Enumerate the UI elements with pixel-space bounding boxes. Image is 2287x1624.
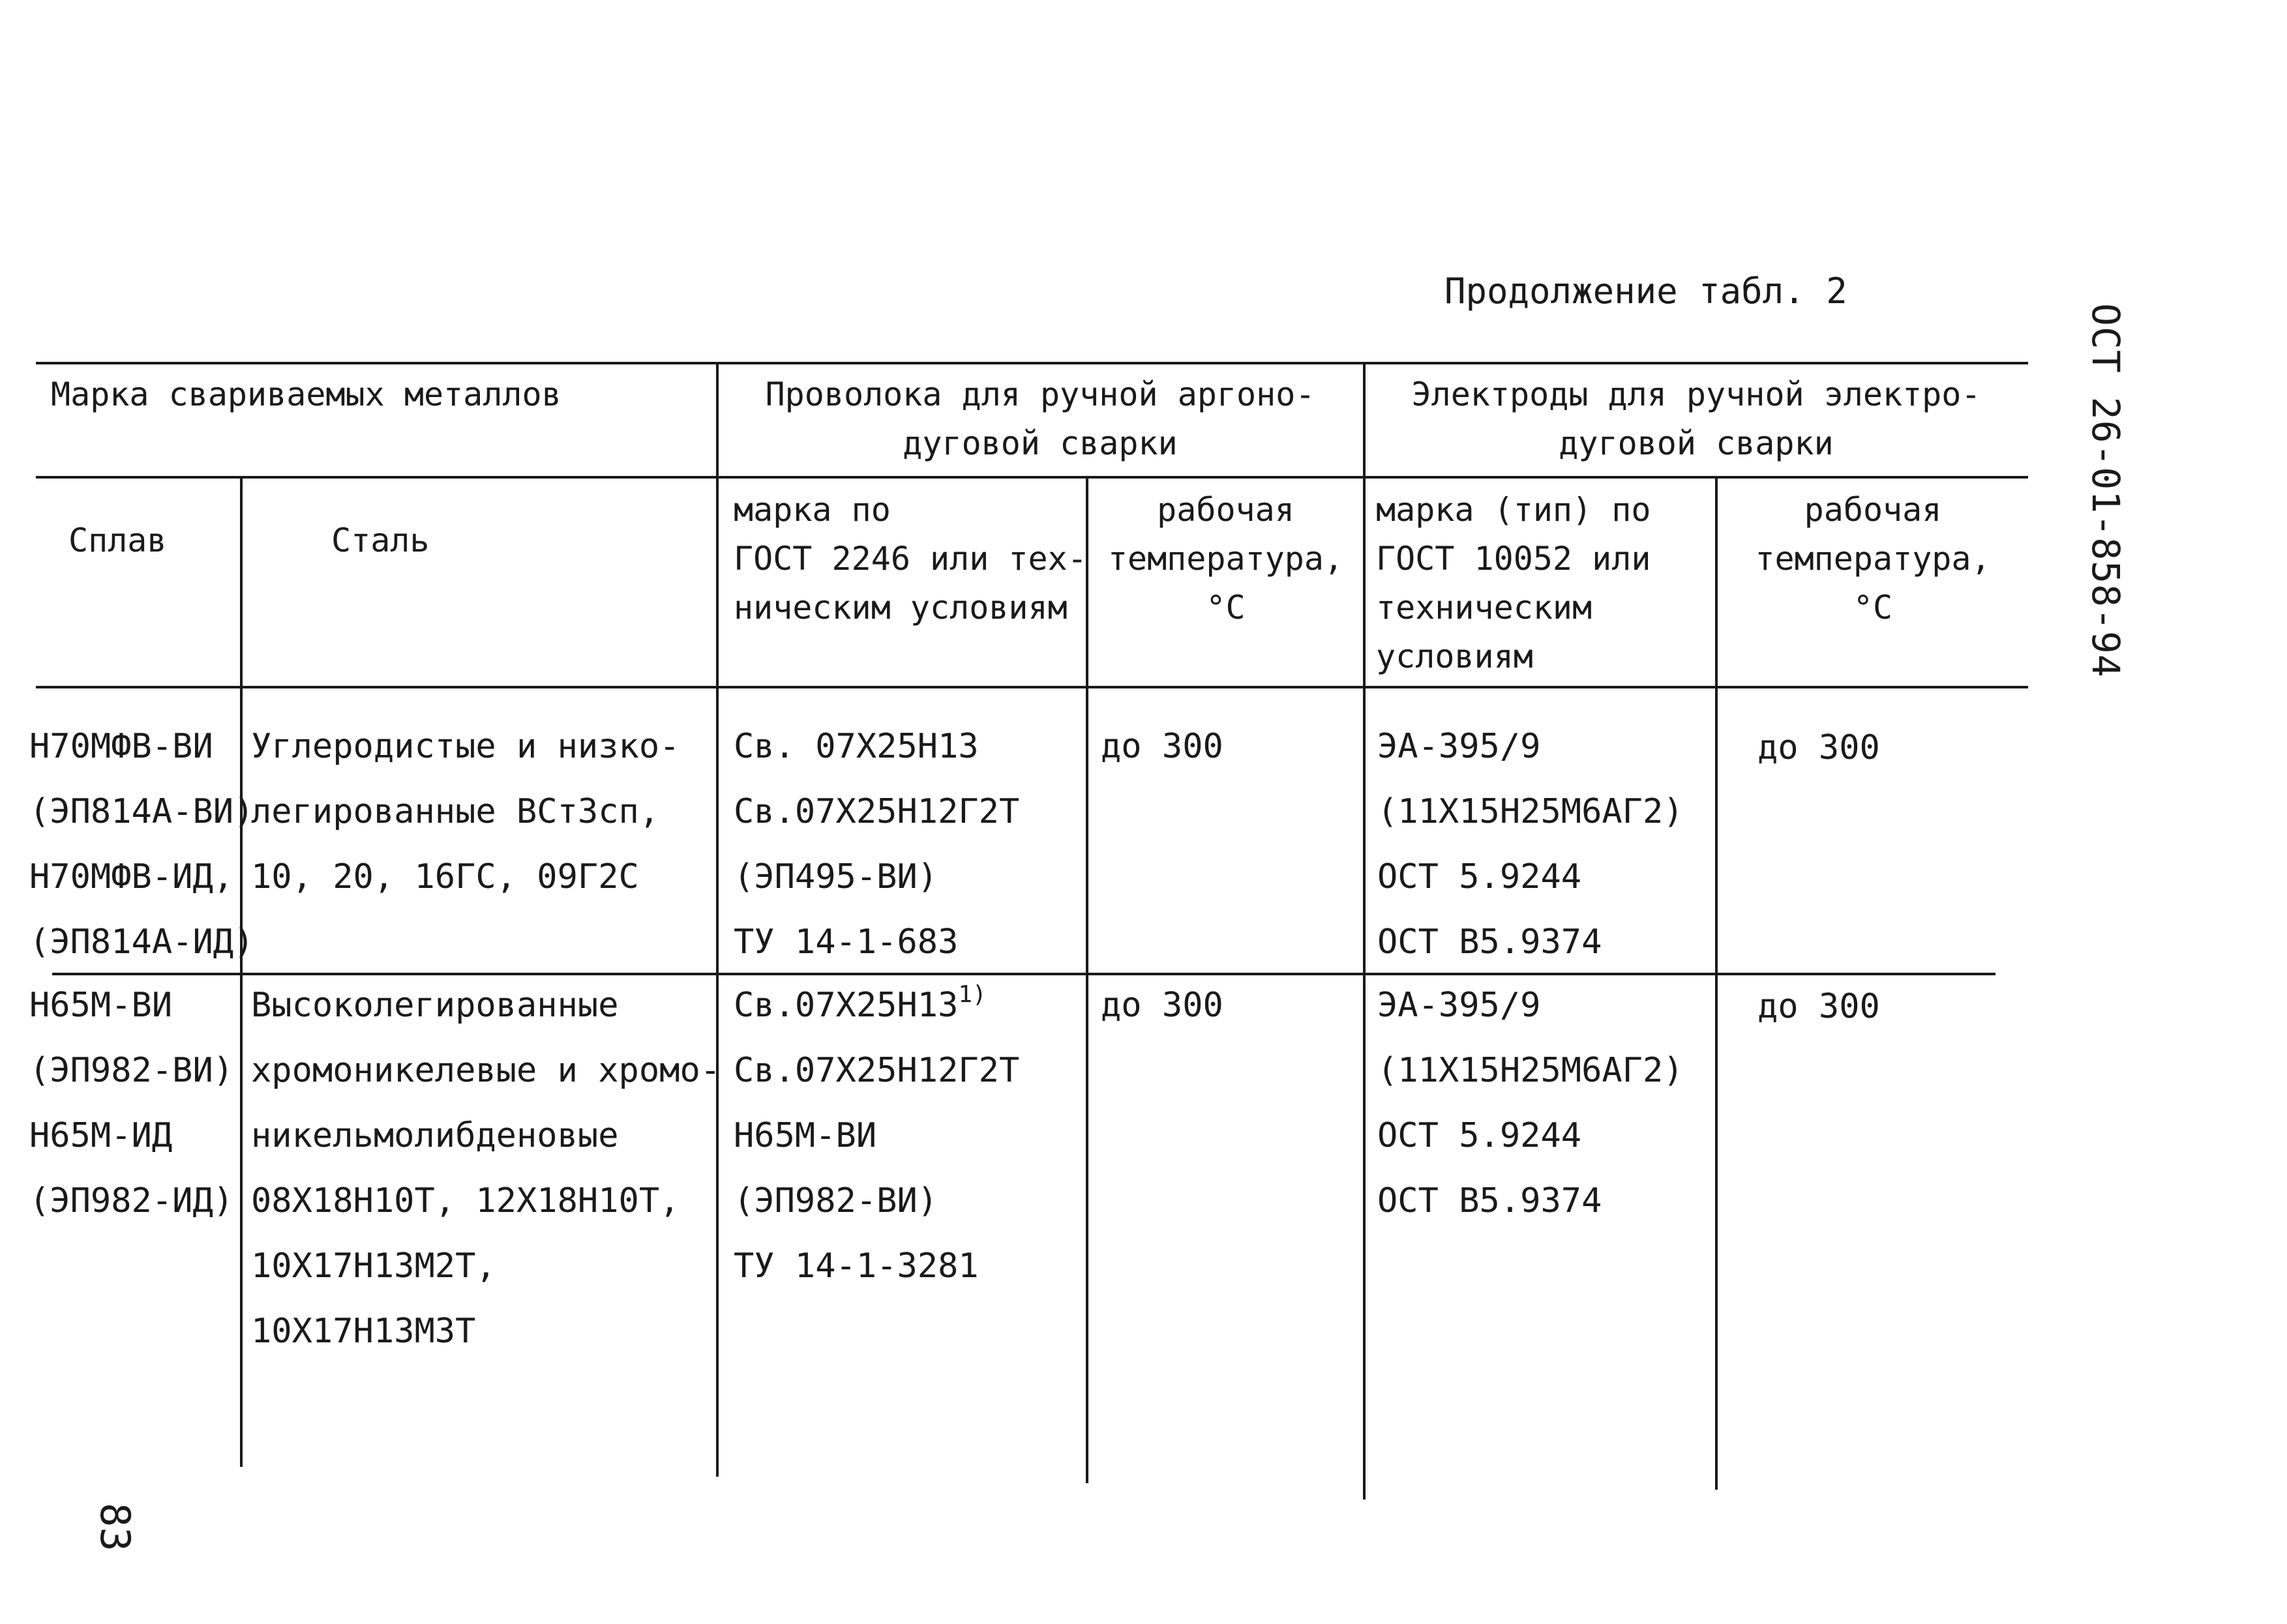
header-electrodes-line: дуговой сварки — [1559, 424, 1834, 462]
row1-steel — [251, 714, 680, 909]
row2-electrode — [1377, 973, 1684, 1233]
wire-grade: Св.07Х25Н12Г2Т — [734, 1051, 1020, 1090]
row2-wire-temp — [1101, 973, 1223, 1038]
alloy-grade: Н70МФВ-ВИ — [29, 727, 213, 766]
wire-grade — [734, 973, 1019, 1038]
row2-electrode-temp — [1757, 974, 1880, 1039]
header-electrode-temp — [1718, 486, 2028, 632]
row1-wire-temp — [1101, 714, 1223, 779]
header-steel — [331, 516, 430, 565]
row2-alloy — [29, 973, 233, 1233]
header-divider — [36, 476, 2028, 479]
header-wire-temp-unit: °С — [1206, 589, 1246, 627]
steel-text: Высоколегированные — [251, 986, 619, 1025]
header-wire-temp — [1088, 486, 1363, 632]
header-electrode-grade-line: условиям — [1376, 638, 1533, 675]
header-metals — [51, 370, 561, 419]
steel-text: Углеродистые и низко- — [251, 727, 680, 766]
header-wire-grade — [734, 486, 1087, 632]
header-bottom-border — [36, 686, 2028, 688]
header-wire-grade-line: ГОСТ 2246 или тех- — [734, 540, 1087, 578]
row1-electrode-temp — [1757, 715, 1880, 780]
row1-wire — [734, 714, 1019, 975]
electrode-temp-value: до 300 — [1757, 987, 1880, 1026]
row2-steel — [251, 973, 721, 1364]
footnote-marker: 1) — [958, 981, 987, 1008]
steel-text: 10Х17Н13М2Т, — [251, 1247, 496, 1286]
alloy-grade: (ЭП982-ВИ) — [29, 1051, 234, 1090]
electrode-grade: ОСТ 5.9244 — [1377, 857, 1582, 896]
electrode-grade: ЭА-395/9 — [1377, 986, 1541, 1025]
electrode-grade: ОСТ 5.9244 — [1377, 1116, 1582, 1155]
header-metals-text: Марка свариваемых металлов — [51, 376, 561, 413]
row2-wire — [734, 973, 1019, 1299]
electrode-grade: (11Х15Н25М6АГ2) — [1377, 792, 1684, 831]
wire-grade: (ЭП495-ВИ) — [734, 857, 938, 896]
document-code: ОСТ 26-01-858-94 — [2084, 303, 2128, 678]
alloy-grade: (ЭП814А-ВИ) — [29, 792, 254, 831]
wire-grade: (ЭП982-ВИ) — [734, 1181, 938, 1220]
electrode-grade: (11Х15Н25М6АГ2) — [1377, 1051, 1684, 1090]
alloy-grade: (ЭП814А-ИД) — [29, 923, 254, 962]
header-wire — [717, 370, 1363, 468]
wire-grade: Св.07Х25Н12Г2Т — [734, 792, 1020, 831]
steel-text: никельмолибденовые — [251, 1116, 619, 1155]
page-number: 83 — [91, 1503, 139, 1552]
header-electrodes — [1364, 370, 2028, 468]
electrode-grade: ОСТ В5.9374 — [1377, 1181, 1602, 1220]
wire-grade: ТУ 14-1-683 — [734, 923, 959, 962]
col-divider-wire-electrode — [1363, 362, 1366, 1499]
electrode-temp-value: до 300 — [1757, 728, 1880, 767]
header-alloy-text: Сплав — [68, 522, 167, 559]
table-top-border — [36, 362, 2028, 364]
wire-temp-value: до 300 — [1101, 986, 1223, 1025]
header-electrode-grade-line: техническим — [1376, 589, 1592, 627]
table-caption: Продолжение табл. 2 — [1444, 271, 1847, 312]
header-steel-text: Сталь — [331, 522, 430, 559]
header-wire-line: Проволока для ручной аргоно- — [765, 376, 1315, 413]
wire-grade-text: Св.07Х25Н13 — [734, 986, 959, 1025]
electrode-grade: ОСТ В5.9374 — [1377, 923, 1602, 962]
wire-grade: Н65М-ВИ — [734, 1116, 877, 1155]
wire-temp-value: до 300 — [1101, 727, 1223, 766]
header-wire-temp-line: рабочая — [1157, 491, 1294, 529]
row1-alloy — [29, 714, 254, 975]
header-wire-line: дуговой сварки — [903, 424, 1178, 462]
steel-text: 08Х18Н10Т, 12Х18Н10Т, — [251, 1181, 680, 1220]
alloy-grade: (ЭП982-ИД) — [29, 1181, 234, 1220]
electrode-grade: ЭА-395/9 — [1377, 727, 1541, 766]
row1-electrode — [1377, 714, 1684, 975]
alloy-grade: Н65М-ВИ — [29, 986, 173, 1025]
header-wire-grade-line: ническим условиям — [734, 589, 1068, 627]
header-electrode-grade-line: марка (тип) по — [1376, 491, 1651, 529]
header-alloy — [68, 516, 167, 565]
header-electrode-temp-unit: °С — [1853, 589, 1893, 627]
header-wire-grade-line: марка по — [734, 491, 891, 529]
alloy-grade: Н70МФВ-ИД, — [29, 857, 234, 896]
header-electrode-grade — [1376, 486, 1651, 681]
header-electrodes-line: Электроды для ручной электро- — [1411, 376, 1981, 413]
steel-text: 10, 20, 16ГС, 09Г2С — [251, 857, 639, 896]
wire-grade: ТУ 14-1-3281 — [734, 1247, 979, 1286]
steel-text: 10Х17Н13М3Т — [251, 1312, 476, 1351]
alloy-grade: Н65М-ИД — [29, 1116, 173, 1155]
wire-grade: Св. 07Х25Н13 — [734, 727, 979, 766]
header-electrode-temp-line: температура, — [1755, 540, 1991, 578]
header-electrode-grade-line: ГОСТ 10052 или — [1376, 540, 1651, 578]
header-wire-temp-line: температура, — [1107, 540, 1344, 578]
header-electrode-temp-line: рабочая — [1804, 491, 1942, 529]
steel-text: легированные ВСт3сп, — [251, 792, 660, 831]
steel-text: хромоникелевые и хромо- — [251, 1051, 721, 1090]
